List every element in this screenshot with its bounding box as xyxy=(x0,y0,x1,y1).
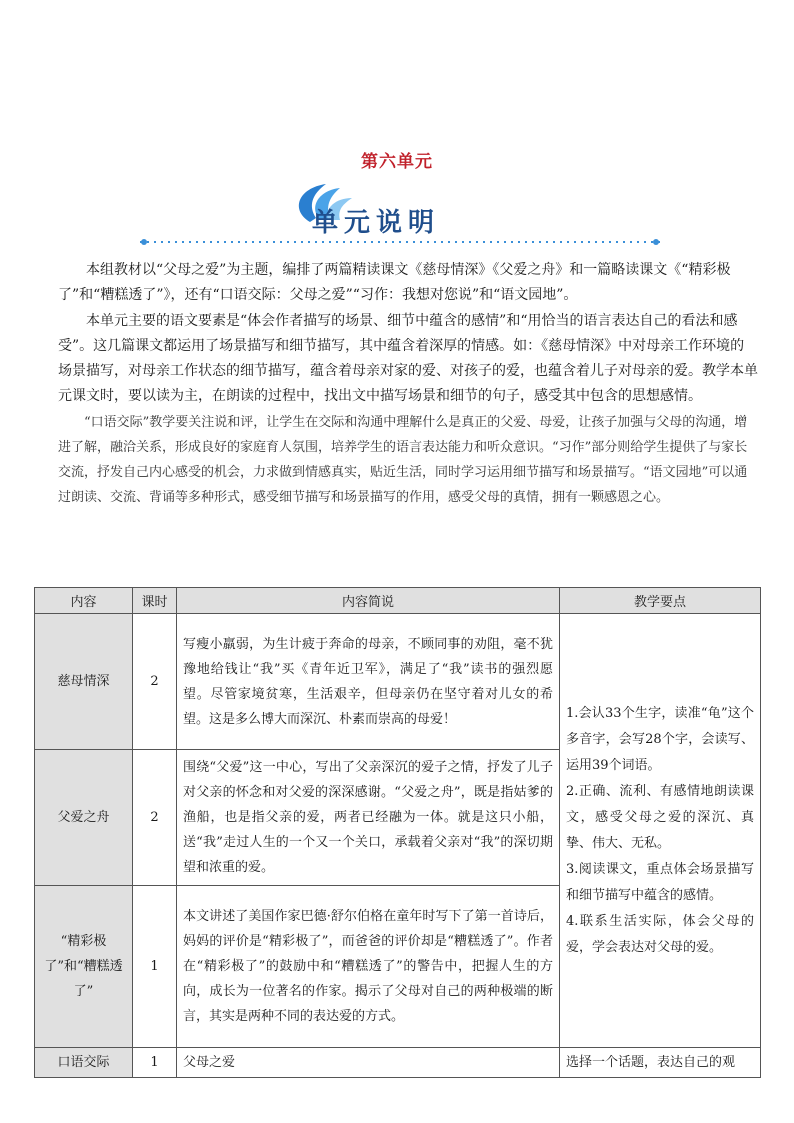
lesson-summary: 围绕“父爱”这一中心，写出了父亲深沉的爱子之情，抒发了儿子对父亲的怀念和对父爱的深深感谢。“父爱之舟”，既是指姑爹的渔船，也是指父亲的爱，两者已经融为一体。就是这只小船，送“我”走过人生的一个又一个关口，承载着父亲对“我”的深切期望和浓重的爱。 xyxy=(177,750,560,886)
header-summary: 内容简说 xyxy=(177,588,560,614)
unit-title: 第六单元 xyxy=(361,152,433,172)
lesson-name: “精彩极了”和“糟糕透了” xyxy=(35,886,133,1048)
key-point: 1.会认33个生字，读准“龟”这个多音字，会写28个字，会读写、运用39个词语。 xyxy=(566,705,754,773)
table-row xyxy=(35,614,761,750)
intro-paragraph: “口语交际”教学要关注说和评，让学生在交际和沟通中理解什么是真正的父爱、母爱，让孩子加强与父母的沟通，增进了解，融洽关系，形成良好的家庭育人氛围，培养学生的语言表达能力和听众意识。“习作”部分则给学生提供了与家长交流，抒发自己内心感受的机会，力求做到情感真实，贴近生活，同时学习运用细节描写和场景描写。“语文园地”可以通过朗读、交流、背诵等多种形式，感受细节描写和场景描写的作用，感受父母的真情，拥有一颗感恩之心。 xyxy=(58,415,748,505)
lesson-name: 口语交际 xyxy=(35,1048,133,1078)
lesson-name: 慈母情深 xyxy=(35,614,133,750)
key-points-cell xyxy=(560,614,761,1048)
lesson-hours: 1 xyxy=(133,1048,177,1078)
key-point: 4.联系生活实际，体会父母的爱，学会表达对父母的爱。 xyxy=(566,913,754,955)
lesson-summary: 父母之爱 xyxy=(177,1048,560,1078)
lesson-hours: 1 xyxy=(133,886,177,1048)
section-banner xyxy=(140,180,660,250)
intro-paragraph: 本组教材以“父母之爱”为主题，编排了两篇精读课文《慈母情深》《父爱之舟》和一篇略读课文《“精彩极了”和“糟糕透了”》，还有“口语交际：父母之爱”“习作：我想对您说”和“语文园地”。 xyxy=(58,262,731,303)
table-row xyxy=(35,1048,761,1078)
intro-text xyxy=(58,258,758,511)
intro-paragraph: 本单元主要的语文要素是“体会作者描写的场景、细节中蕴含的感情”和“用恰当的语言表达自己的看法和感受”。这几篇课文都运用了场景描写和细节描写，其中蕴含着深厚的情感。如：《慈母情深》中对母亲工作环境的场景描写，对母亲工作状态的细节描写，蕴含着母亲对家的爱、对孩子的爱，也蕴含着儿子对母亲的爱。教学本单元课文时，要以读为主，在朗读的过程中，找出文中描写场景和细节的句子，感受其中包含的思想感情。 xyxy=(58,313,758,404)
table-header-row xyxy=(35,588,761,614)
lesson-hours: 2 xyxy=(133,614,177,750)
lesson-summary: 写瘦小羸弱，为生计疲于奔命的母亲，不顾同事的劝阻，毫不犹豫地给钱让“我”买《青年近卫军》，满足了“我”读书的强烈愿望。尽管家境贫寒，生活艰辛，但母亲仍在坚守着对儿女的希望。这是多么博大而深沉、朴素而崇高的母爱！ xyxy=(177,614,560,750)
unit-plan-table xyxy=(34,587,761,1078)
key-point: 2.正确、流利、有感情地朗读课文，感受父母之爱的深沉、真挚、伟大、无私。 xyxy=(566,783,754,851)
lesson-name: 父爱之舟 xyxy=(35,750,133,886)
oral-key-point: 选择一个话题，表达自己的观 xyxy=(560,1048,761,1078)
lesson-hours: 2 xyxy=(133,750,177,886)
key-point: 3.阅读课文，重点体会场景描写和细节描写中蕴含的感情。 xyxy=(566,861,754,903)
header-key-points: 教学要点 xyxy=(560,588,761,614)
lesson-summary: 本文讲述了美国作家巴德·舒尔伯格在童年时写下了第一首诗后，妈妈的评价是“精彩极了”，而爸爸的评价却是“糟糕透了”。作者在“精彩极了”的鼓励中和“糟糕透了”的警告中，把握人生的方向，成长为一位著名的作家。揭示了父母对自己的两种极端的断言，其实是两种不同的表达爱的方式。 xyxy=(177,886,560,1048)
header-content: 内容 xyxy=(35,588,133,614)
banner-title: 单元说明 xyxy=(312,208,441,238)
header-hours: 课时 xyxy=(133,588,177,614)
